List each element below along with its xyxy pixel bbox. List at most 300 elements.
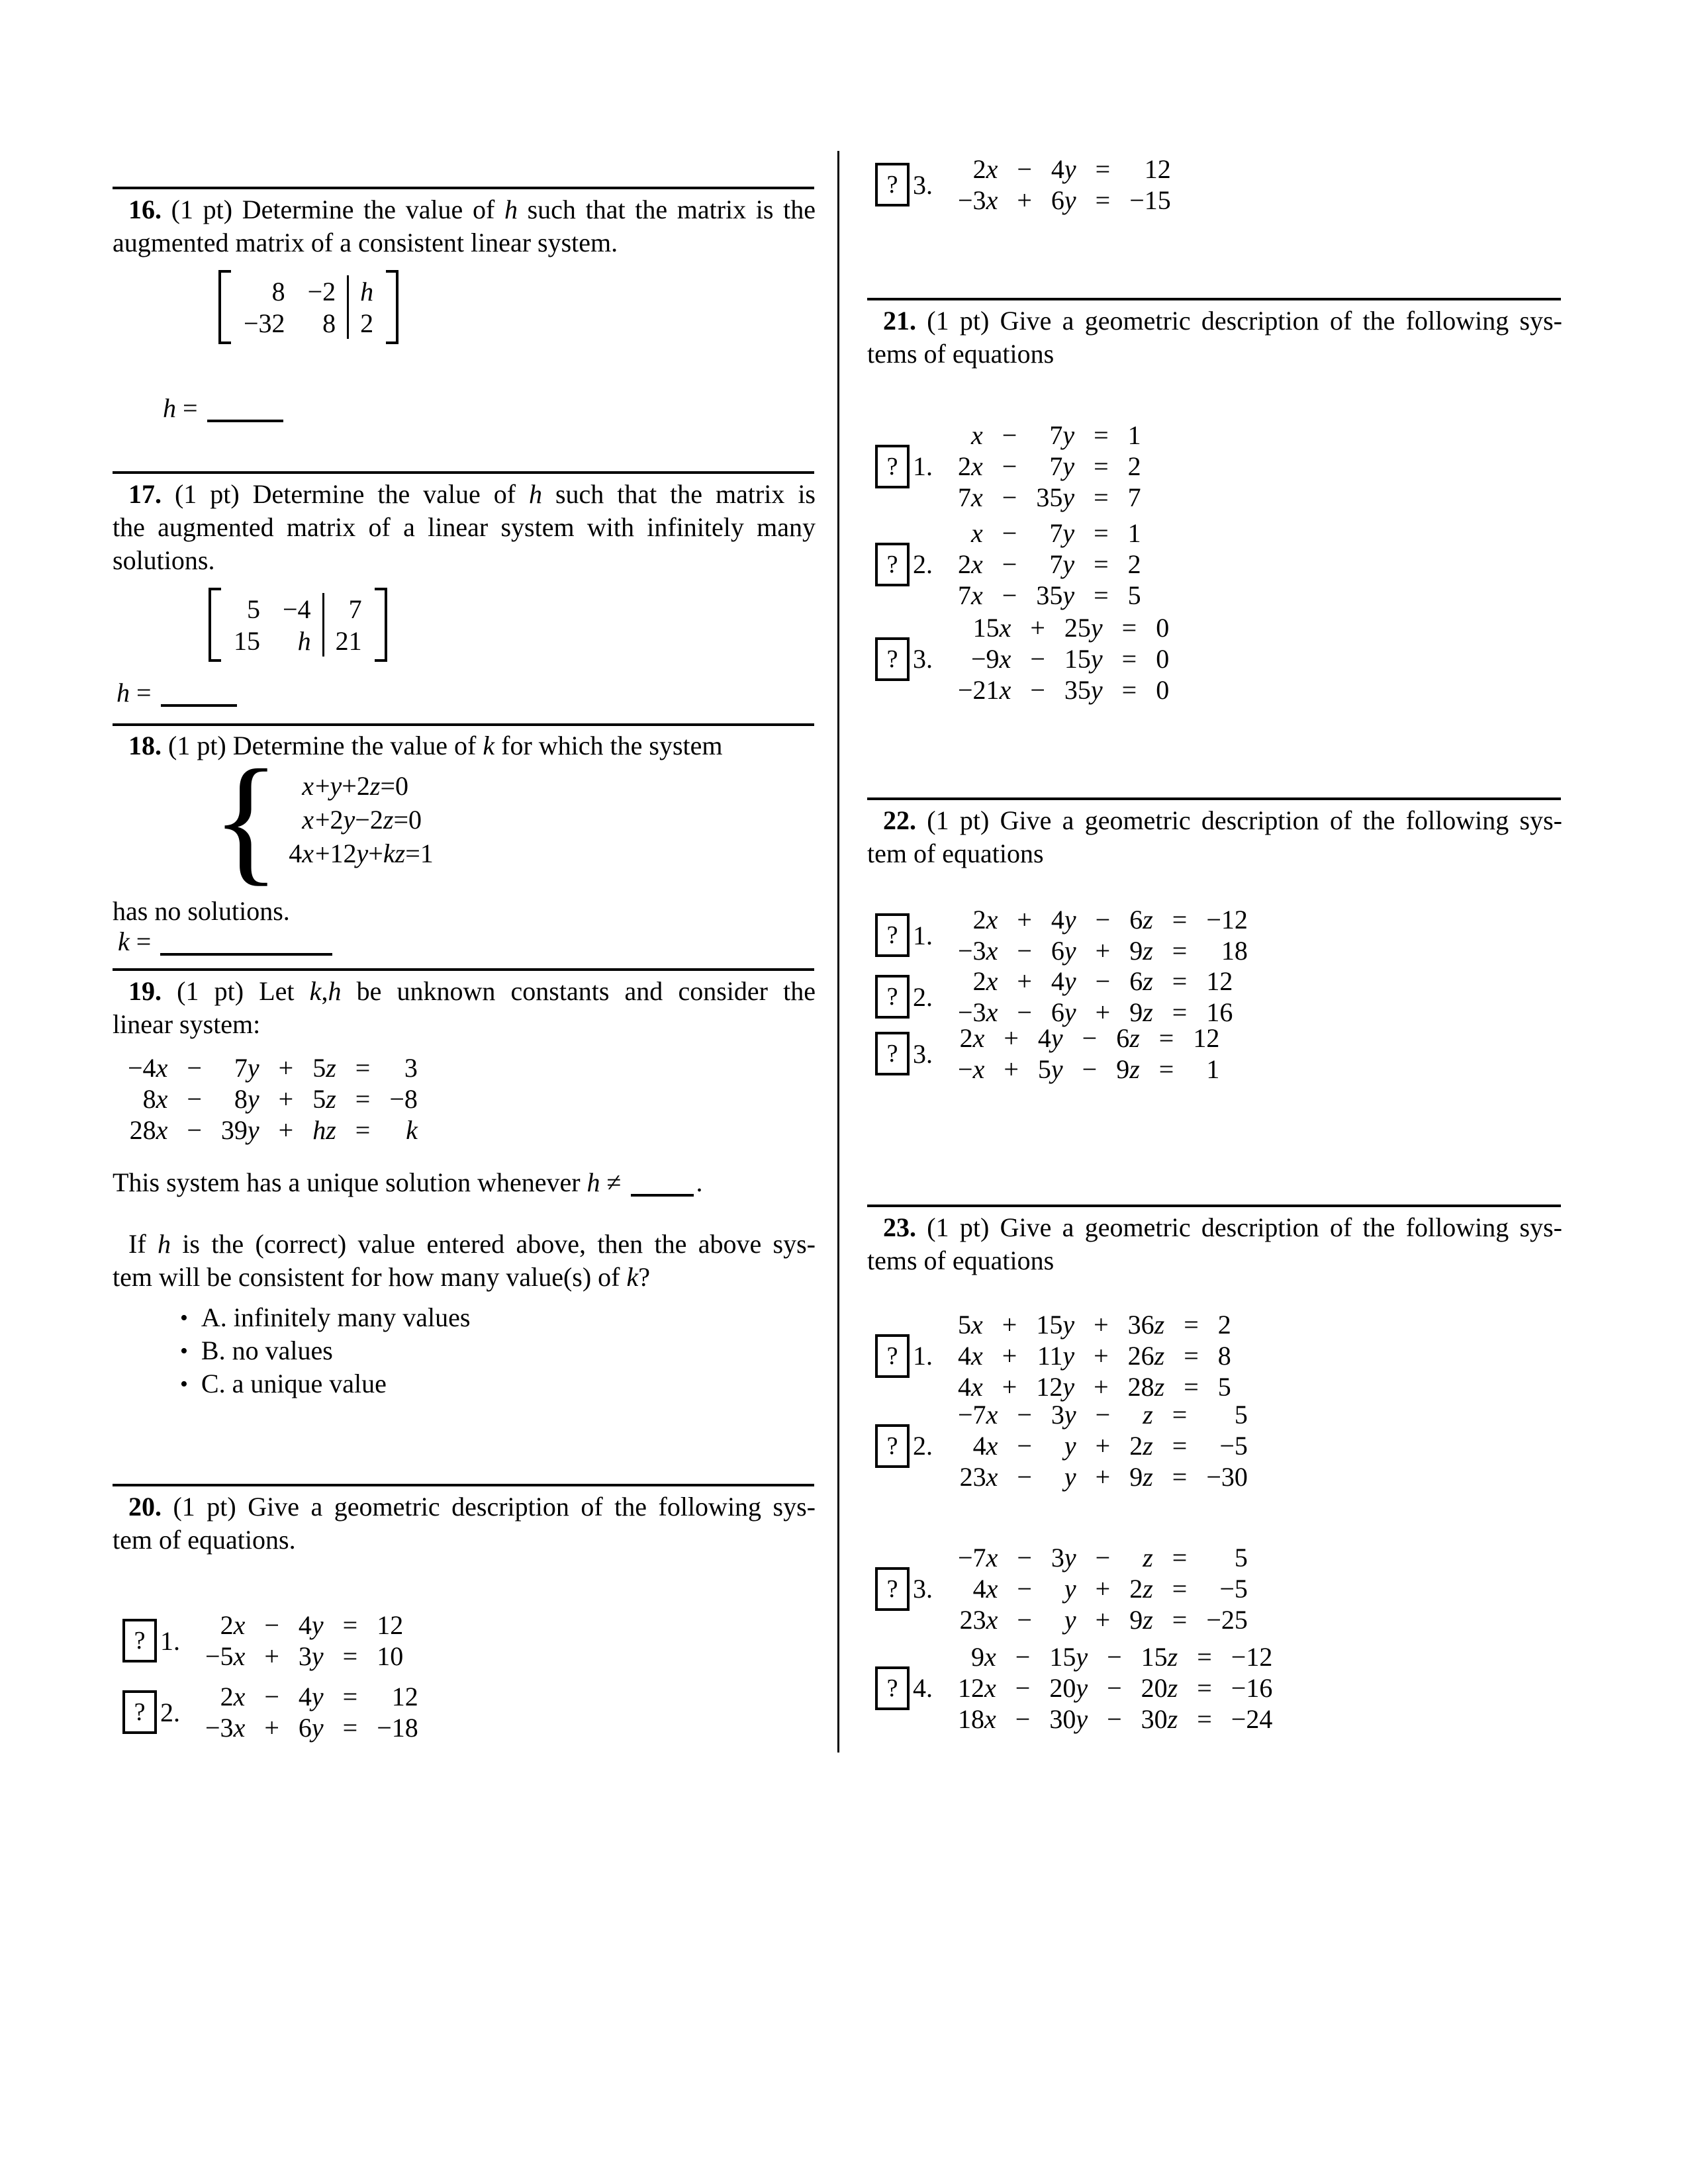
problem-19-unique-line: This system has a unique solution whenever h ≠ . [113, 1167, 703, 1197]
equation-term: −3x [958, 936, 998, 966]
operator: = [355, 1115, 371, 1145]
equation-row [953, 580, 1147, 611]
rule-above-problem-17 [113, 471, 814, 474]
equation-row [953, 1054, 1225, 1085]
operator: = [1172, 1605, 1188, 1635]
equation-term: 20y [1049, 1673, 1088, 1703]
equation-row [953, 420, 1147, 451]
equation-term: y [1064, 1605, 1076, 1635]
matrix-entry: −4 [283, 594, 311, 624]
matrix-entry: h [297, 625, 311, 656]
equation-row [953, 549, 1147, 580]
equation-term: 2x [972, 154, 998, 184]
rule-above-problem-21 [867, 298, 1561, 300]
case-term: +12y+kz=1 [314, 838, 434, 868]
operator: + [1094, 1372, 1109, 1402]
operator: − [264, 1682, 279, 1711]
operator: + [1094, 1310, 1109, 1340]
question-mark-box: ? [875, 637, 910, 681]
operator: + [1017, 185, 1032, 215]
equation-system [953, 518, 1147, 611]
bullet-icon: • [180, 1339, 188, 1363]
question-mark-box: ? [875, 1334, 910, 1378]
equation-term: 6y [298, 1713, 324, 1743]
operator: − [1030, 675, 1045, 705]
operator: + [1017, 905, 1032, 934]
problem-21-system-3 [875, 612, 1174, 705]
equation-term: 15y [1036, 1310, 1075, 1340]
equation-term: 9z [1129, 1462, 1153, 1492]
system-number: 3. [913, 1038, 933, 1069]
equation-term: 5y [1037, 1054, 1063, 1084]
left-bracket [218, 270, 231, 344]
equation-term: 5 [1234, 1400, 1248, 1430]
equation-term: 2x [958, 451, 983, 481]
problem-18-after: has no solutions. [113, 896, 290, 926]
case-term: 4x [289, 838, 314, 868]
equation-term: 6z [1129, 905, 1153, 934]
answer-label: h = [117, 678, 152, 707]
equation-term: 7x [958, 580, 983, 610]
equation-term: 4y [1051, 154, 1076, 184]
operator: + [1030, 613, 1045, 643]
case-row [288, 837, 434, 870]
equation-term: 7 [1127, 482, 1141, 512]
equation-term: −3x [958, 185, 998, 215]
equation-row [953, 185, 1176, 216]
equation-row [200, 1610, 408, 1641]
case-row [288, 769, 434, 803]
system-label [875, 1032, 933, 1075]
equation-term: 9z [1129, 1605, 1153, 1635]
equation-term: 23x [959, 1462, 998, 1492]
equation-term: 12 [391, 1682, 418, 1711]
equation-term: x [971, 420, 983, 450]
case-term: x [302, 804, 314, 835]
equation-term: 1 [1206, 1054, 1220, 1084]
equation-row [953, 1430, 1253, 1461]
text-line: If h is the (correct) value entered above, then the above sys- [128, 1229, 816, 1259]
problem-19-consistency-question [113, 1228, 816, 1294]
system-label [122, 1619, 180, 1662]
equation-row [953, 1573, 1253, 1604]
equation-system [200, 1610, 408, 1672]
column-divider [837, 151, 839, 1752]
operator: = [1172, 1462, 1188, 1492]
operator: = [1094, 420, 1109, 450]
equation-row [953, 1672, 1278, 1704]
problem-16-matrix [218, 270, 399, 344]
equation-term: 30z [1141, 1704, 1178, 1734]
equation-term: z [1143, 1543, 1153, 1572]
choice-item: • C. a unique value [180, 1367, 471, 1400]
operator: = [1172, 1400, 1188, 1430]
problem-23-system-4 [875, 1641, 1278, 1735]
equation-row [953, 518, 1147, 549]
operator: = [1094, 580, 1109, 610]
answer-blank [161, 704, 237, 707]
problem-21-system-1 [875, 420, 1147, 513]
equation-term: 7x [958, 482, 983, 512]
problem-20-statement [113, 1490, 816, 1557]
equation-term: 1 [1127, 518, 1141, 548]
problem-16-answer [163, 392, 283, 425]
bullet-icon: • [180, 1372, 188, 1396]
operator: + [1004, 1023, 1019, 1053]
system-number: 1. [913, 920, 933, 950]
operator: + [1095, 1462, 1111, 1492]
operator: = [1172, 905, 1188, 934]
equation-term: 2 [1127, 451, 1141, 481]
text-line: tem of equations. [113, 1525, 296, 1555]
system-number: 2. [913, 1431, 933, 1461]
equation-system [953, 1309, 1237, 1402]
operator: = [1094, 518, 1109, 548]
operator: + [1017, 966, 1032, 996]
equation-term: 7y [234, 1053, 259, 1083]
text-line: linear system: [113, 1009, 261, 1039]
equation-row [200, 1712, 424, 1743]
operator: = [1094, 482, 1109, 512]
equation-row [953, 935, 1253, 966]
equation-system [953, 1023, 1225, 1085]
right-bracket [375, 588, 387, 662]
operator: + [278, 1084, 294, 1114]
operator: = [1121, 675, 1137, 705]
cases-equations [288, 769, 434, 870]
equation-term: 3y [1051, 1400, 1076, 1430]
problem-16-statement [113, 193, 816, 259]
equation-term: 11y [1037, 1341, 1075, 1371]
system-label [875, 913, 933, 957]
matrix-entry: 8 [271, 276, 285, 306]
matrix-row [232, 307, 385, 339]
question-mark-box: ? [875, 543, 910, 586]
operator: − [1107, 1673, 1122, 1703]
rule-above-problem-18 [113, 723, 814, 726]
text-line: solutions. [113, 545, 215, 575]
equation-term: 3 [404, 1053, 418, 1083]
operator: = [1158, 1023, 1174, 1053]
operator: − [1015, 1673, 1031, 1703]
operator: = [1172, 936, 1188, 966]
question-mark-box: ? [875, 163, 910, 206]
equation-row [953, 966, 1238, 997]
operator: − [1002, 518, 1017, 548]
equation-term: −7x [958, 1400, 998, 1430]
text-line: tem will be consistent for how many value(s) of k? [113, 1262, 651, 1292]
problem-18-answer [118, 925, 332, 958]
equation-term: 18 [1221, 936, 1248, 966]
equation-term: 9x [971, 1642, 996, 1672]
problem-19-system [122, 1052, 423, 1146]
equation-term: 10 [377, 1641, 404, 1671]
equation-term: 3y [1051, 1543, 1076, 1572]
rule-above-problem-19 [113, 968, 814, 971]
operator: = [342, 1713, 358, 1743]
equation-term: 4y [298, 1610, 324, 1640]
operator: = [1172, 1574, 1188, 1604]
equation-term: 15y [1064, 644, 1103, 674]
equation-system [200, 1681, 424, 1743]
operator: − [1017, 1400, 1032, 1430]
operator: − [187, 1115, 202, 1145]
equation-term: −9x [971, 644, 1011, 674]
matrix-row [232, 275, 385, 307]
operator: − [1002, 549, 1017, 579]
operator: − [1017, 1462, 1032, 1492]
equation-term: 2x [972, 966, 998, 996]
equation-term: 16 [1206, 997, 1233, 1027]
operator: − [1017, 1605, 1032, 1635]
matrix-entry: 5 [247, 594, 260, 624]
operator: + [1095, 936, 1111, 966]
equation-term: 6z [1129, 966, 1153, 996]
operator: = [1172, 1431, 1188, 1461]
operator: − [1017, 154, 1032, 184]
equation-term: −x [958, 1054, 985, 1084]
problem-21-statement [867, 304, 1562, 371]
operator: + [278, 1115, 294, 1145]
question-mark-box: ? [875, 1032, 910, 1075]
equation-system [953, 420, 1147, 513]
matrix-entries [231, 270, 386, 344]
equation-term: k [406, 1115, 418, 1145]
operator: = [1197, 1673, 1212, 1703]
equation-row [953, 612, 1174, 643]
problem-23-statement [867, 1211, 1562, 1277]
choice-item: • B. no values [180, 1334, 471, 1367]
equation-system [953, 612, 1174, 705]
equation-term: 28x [129, 1115, 168, 1145]
equation-row [953, 904, 1253, 935]
equation-row [953, 1542, 1253, 1573]
text-line: augmented matrix of a consistent linear system. [113, 228, 618, 257]
equation-row [953, 674, 1174, 705]
equation-term: 6y [1051, 185, 1076, 215]
operator: = [1184, 1310, 1199, 1340]
operator: + [1002, 1341, 1017, 1371]
operator: + [278, 1053, 294, 1083]
operator: − [1030, 644, 1045, 674]
operator: + [264, 1713, 279, 1743]
equation-term: 8 [1217, 1341, 1231, 1371]
equation-term: −21x [958, 675, 1011, 705]
choice-item: • A. infinitely many values [180, 1301, 471, 1334]
equation-term: 15y [1049, 1642, 1088, 1672]
text-line: tems of equations [867, 339, 1055, 369]
text-line: tem of equations [867, 839, 1044, 868]
system-number: 4. [913, 1673, 933, 1703]
equation-term: 25y [1064, 613, 1103, 643]
text-line: 17. (1 pt) Determine the value of h such that the matrix is [128, 479, 816, 509]
left-bracket [209, 588, 221, 662]
equation-term: −3x [958, 997, 998, 1027]
operator: + [1095, 1431, 1111, 1461]
matrix-entry: 7 [323, 593, 373, 625]
equation-term: −30 [1206, 1462, 1248, 1492]
equation-row [953, 1371, 1237, 1402]
matrix-entry: −32 [244, 308, 285, 338]
question-mark-box: ? [122, 1690, 157, 1734]
question-mark-box: ? [875, 1666, 910, 1710]
equation-row [122, 1052, 423, 1083]
equation-term: −7x [958, 1543, 998, 1572]
equation-term: 35y [1064, 675, 1103, 705]
rule-above-problem-20 [113, 1484, 814, 1486]
answer-label: h = [163, 393, 198, 423]
problem-17-statement [113, 478, 816, 577]
equation-term: 4x [972, 1431, 998, 1461]
system-number: 3. [913, 169, 933, 200]
text-line: the augmented matrix of a linear system with infinitely many [113, 512, 816, 542]
equation-term: y [1064, 1574, 1076, 1604]
equation-term: 2 [1217, 1310, 1231, 1340]
operator: = [342, 1682, 358, 1711]
equation-term: 5z [312, 1053, 336, 1083]
equation-term: 18x [958, 1704, 996, 1734]
operator: − [1095, 1400, 1111, 1430]
operator: = [355, 1084, 371, 1114]
equation-term: 6y [1051, 936, 1076, 966]
operator: = [1172, 997, 1188, 1027]
text-line: 16. (1 pt) Determine the value of h such that the matrix is the [128, 195, 816, 224]
operator: − [1107, 1642, 1122, 1672]
equation-row [200, 1681, 424, 1712]
equation-term: 2x [220, 1682, 246, 1711]
case-term: +y+2z=0 [314, 770, 408, 801]
equation-system [953, 1399, 1253, 1492]
equation-term: 8y [234, 1084, 259, 1114]
equation-term: 5 [1234, 1543, 1248, 1572]
system-label [875, 637, 933, 681]
equation-term: 5x [958, 1310, 983, 1340]
operator: = [1172, 966, 1188, 996]
equation-row [953, 1340, 1237, 1371]
equation-term: hz [312, 1115, 336, 1145]
system-label [875, 1666, 933, 1710]
rule-above-problem-23 [867, 1205, 1561, 1207]
equation-term: 26z [1127, 1341, 1165, 1371]
operator: − [1095, 1543, 1111, 1572]
system-label [875, 163, 933, 206]
question-mark-box: ? [122, 1619, 157, 1662]
question-mark-box: ? [875, 1567, 910, 1611]
operator: − [1082, 1054, 1098, 1084]
system-label [875, 1567, 933, 1611]
problem-20-system-1 [122, 1610, 408, 1672]
equation-system [953, 966, 1238, 1028]
equation-term: −18 [377, 1713, 418, 1743]
system-number: 2. [913, 981, 933, 1012]
operator: + [1094, 1341, 1109, 1371]
operator: = [1184, 1372, 1199, 1402]
equation-term: 39y [220, 1115, 259, 1145]
operator: = [1094, 549, 1109, 579]
case-term: x [302, 770, 314, 801]
right-bracket [386, 270, 399, 344]
equation-term: 12 [1206, 966, 1233, 996]
matrix-entries [221, 588, 375, 662]
operator: − [264, 1610, 279, 1640]
matrix-entry: 21 [323, 625, 373, 657]
equation-row [122, 1115, 423, 1146]
system-label [122, 1690, 180, 1734]
operator: + [1002, 1310, 1017, 1340]
problem-17-matrix [209, 588, 387, 662]
equation-term: −8 [389, 1084, 418, 1114]
equation-row [953, 643, 1174, 674]
equation-term: −15 [1129, 185, 1171, 215]
equation-term: 6z [1116, 1023, 1140, 1053]
system-label [875, 445, 933, 488]
problem-23-system-2 [875, 1399, 1253, 1492]
operator: = [1121, 613, 1137, 643]
matrix-entry: 8 [322, 308, 336, 338]
rule-above-problem-16 [113, 187, 814, 189]
problem-23-system-1 [875, 1309, 1237, 1402]
text-line: 23. (1 pt) Give a geometric description of the following sys- [883, 1212, 1562, 1242]
system-label [875, 543, 933, 586]
equation-term: 5 [1127, 580, 1141, 610]
equation-term: 3y [298, 1641, 324, 1671]
operator: − [1017, 1543, 1032, 1572]
equation-system [953, 904, 1253, 966]
operator: + [1095, 1605, 1111, 1635]
equation-term: 2x [220, 1610, 246, 1640]
equation-term: 2x [959, 1023, 985, 1053]
operator: = [1158, 1054, 1174, 1084]
matrix-entry: −2 [307, 276, 336, 306]
equation-system [953, 1542, 1253, 1635]
equation-term: 4y [298, 1682, 324, 1711]
operator: = [342, 1610, 358, 1640]
operator: = [1197, 1642, 1212, 1672]
operator: − [1017, 936, 1032, 966]
equation-term: 2z [1129, 1574, 1153, 1604]
equation-term: 9z [1129, 936, 1153, 966]
equation-term: 4x [958, 1341, 983, 1371]
problem-19-statement [113, 975, 816, 1041]
case-row [288, 803, 434, 837]
question-mark-box: ? [875, 445, 910, 488]
equation-term: −5 [1219, 1574, 1248, 1604]
operator: − [1015, 1642, 1031, 1672]
equation-system [953, 154, 1176, 216]
answer-blank [207, 420, 283, 422]
equation-row [953, 482, 1147, 513]
equation-term: 30y [1049, 1704, 1088, 1734]
equation-term: y [1064, 1431, 1076, 1461]
equation-row [953, 1399, 1253, 1430]
equation-row [953, 1309, 1237, 1340]
equation-term: 2x [972, 905, 998, 934]
system-number: 2. [913, 549, 933, 579]
problem-20-system-2 [122, 1681, 424, 1743]
equation-term: −12 [1206, 905, 1248, 934]
equation-term: 36z [1127, 1310, 1165, 1340]
operator: − [1002, 451, 1017, 481]
equation-term: −16 [1231, 1673, 1273, 1703]
operator: − [1082, 1023, 1098, 1053]
equation-term: 20z [1141, 1673, 1178, 1703]
equation-term: x [971, 518, 983, 548]
matrix-entry: 2 [348, 307, 385, 339]
operator: − [1107, 1704, 1122, 1734]
equation-row [953, 1461, 1253, 1492]
operator: = [1184, 1341, 1199, 1371]
system-number: 3. [913, 644, 933, 674]
